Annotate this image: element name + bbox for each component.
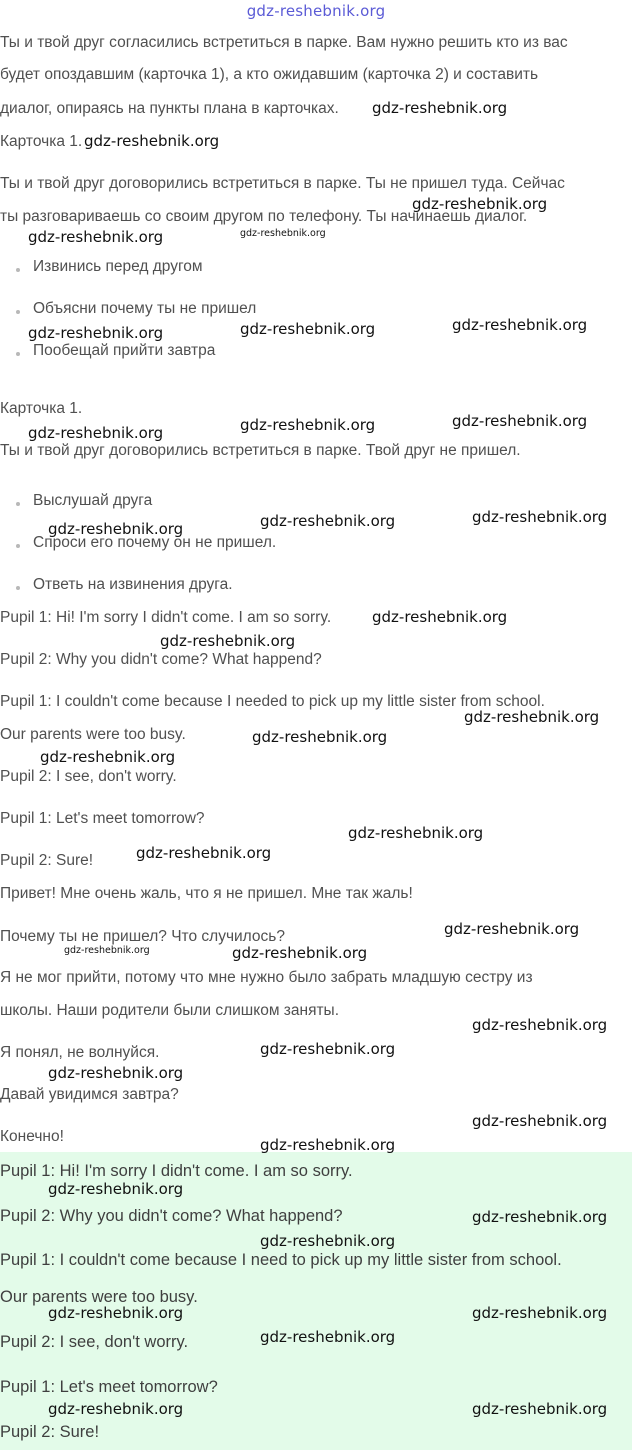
watermark: gdz-reshebnik.org [48,1304,184,1322]
watermark: gdz-reshebnik.org [348,824,484,842]
watermark: gdz-reshebnik.org [372,99,508,117]
bullet-dot [16,310,20,314]
watermark: gdz-reshebnik.org [48,1064,184,1082]
watermark: gdz-reshebnik.org [444,920,580,938]
watermark: gdz-reshebnik.org [136,844,272,862]
dialog-en-line-2: Pupil 2: Why you didn't come? What happend? [0,651,322,668]
watermark: gdz-reshebnik.org [240,320,376,338]
card1-line-2: ты разговариваешь со своим другом по телефону. Ты начинаешь диалог. [0,208,528,225]
header-watermark: gdz-reshebnik.org [246,2,386,20]
watermark: gdz-reshebnik.org [472,1016,608,1034]
card2-title: Карточка 1. [0,400,83,417]
watermark: gdz-reshebnik.org [240,416,376,434]
final-line-1: Pupil 1: Hi! I'm sorry I didn't come. I am so sorry. [0,1162,353,1180]
bullet-dot [16,352,20,356]
dialog-en-line-5: Pupil 2: I see, don't worry. [0,768,177,785]
watermark: gdz-reshebnik.org [472,1112,608,1130]
card1-item-3: Пообещай прийти завтра [33,342,216,359]
watermark: gdz-reshebnik.org [412,195,548,213]
watermark: gdz-reshebnik.org [28,424,164,442]
watermark: gdz-reshebnik.org [160,632,296,650]
watermark: gdz-reshebnik.org [452,412,588,430]
card2-item-2: Спроси его почему он не пришел. [33,534,277,551]
task-line-3: диалог, опираясь на пункты плана в карточках. [0,100,339,117]
watermark: gdz-reshebnik.org [48,1180,184,1198]
card2-item-3: Ответь на извинения друга. [33,576,233,593]
dialog-ru-line-2: Почему ты не пришел? Что случилось? [0,928,285,945]
card1-item-2: Объясни почему ты не пришел [33,300,257,317]
dialog-ru-line-5: Я понял, не волнуйся. [0,1044,160,1061]
watermark: gdz-reshebnik.org [260,1328,396,1346]
dialog-ru-line-6: Давай увидимся завтра? [0,1086,179,1103]
final-line-5: Pupil 2: I see, don't worry. [0,1333,189,1351]
card1-line-1: Ты и твой друг договорились встретиться в парке. Ты не пришел туда. Сейчас [0,175,565,192]
dialog-en-line-4: Our parents were too busy. [0,726,186,743]
watermark: gdz-reshebnik.org [260,1232,396,1250]
final-line-2: Pupil 2: Why you didn't come? What happend? [0,1207,343,1225]
watermark: gdz-reshebnik.org [240,228,326,239]
final-line-7: Pupil 2: Sure! [0,1423,100,1441]
dialog-ru-line-4: школы. Наши родители были слишком заняты. [0,1002,340,1019]
card2-line-1: Ты и твой друг договорились встретиться в парке. Твой друг не пришел. [0,442,521,459]
watermark: gdz-reshebnik.org [84,132,220,150]
card2-item-1: Выслушай друга [33,492,153,509]
watermark: gdz-reshebnik.org [452,316,588,334]
dialog-ru-line-3: Я не мог прийти, потому что мне нужно было забрать младшую сестру из [0,969,533,986]
dialog-en-line-6: Pupil 1: Let's meet tomorrow? [0,810,205,827]
dialog-en-line-1: Pupil 1: Hi! I'm sorry I didn't come. I am so sorry. [0,609,332,626]
watermark: gdz-reshebnik.org [232,944,368,962]
watermark: gdz-reshebnik.org [260,1040,396,1058]
watermark: gdz-reshebnik.org [260,1136,396,1154]
bullet-dot [16,502,20,506]
dialog-en-line-7: Pupil 2: Sure! [0,852,94,869]
dialog-ru-line-7: Конечно! [0,1128,64,1145]
task-line-1: Ты и твой друг согласились встретиться в парке. Вам нужно решить кто из вас [0,34,568,51]
watermark: gdz-reshebnik.org [48,520,184,538]
watermark: gdz-reshebnik.org [28,228,164,246]
watermark: gdz-reshebnik.org [472,1208,608,1226]
bullet-dot [16,544,20,548]
dialog-ru-line-1: Привет! Мне очень жаль, что я не пришел. Мне так жаль! [0,885,413,902]
watermark: gdz-reshebnik.org [464,708,600,726]
bullet-dot [16,586,20,590]
watermark: gdz-reshebnik.org [472,508,608,526]
watermark: gdz-reshebnik.org [472,1400,608,1418]
final-line-3: Pupil 1: I couldn't come because I need to pick up my little sister from school. [0,1251,562,1269]
watermark: gdz-reshebnik.org [28,324,164,342]
watermark: gdz-reshebnik.org [372,608,508,626]
watermark: gdz-reshebnik.org [48,1400,184,1418]
watermark: gdz-reshebnik.org [472,1304,608,1322]
watermark: gdz-reshebnik.org [252,728,388,746]
task-line-2: будет опоздавшим (карточка 1), а кто ожидавшим (карточка 2) и составить [0,66,539,83]
final-line-6: Pupil 1: Let's meet tomorrow? [0,1378,218,1396]
watermark: gdz-reshebnik.org [64,945,150,956]
bullet-dot [16,268,20,272]
watermark: gdz-reshebnik.org [260,512,396,530]
watermark: gdz-reshebnik.org [40,748,176,766]
card1-title: Карточка 1. [0,133,83,150]
dialog-en-line-3: Pupil 1: I couldn't come because I needed to pick up my little sister from school. [0,693,545,710]
card1-item-1: Извинись перед другом [33,258,203,275]
final-line-4: Our parents were too busy. [0,1288,198,1306]
